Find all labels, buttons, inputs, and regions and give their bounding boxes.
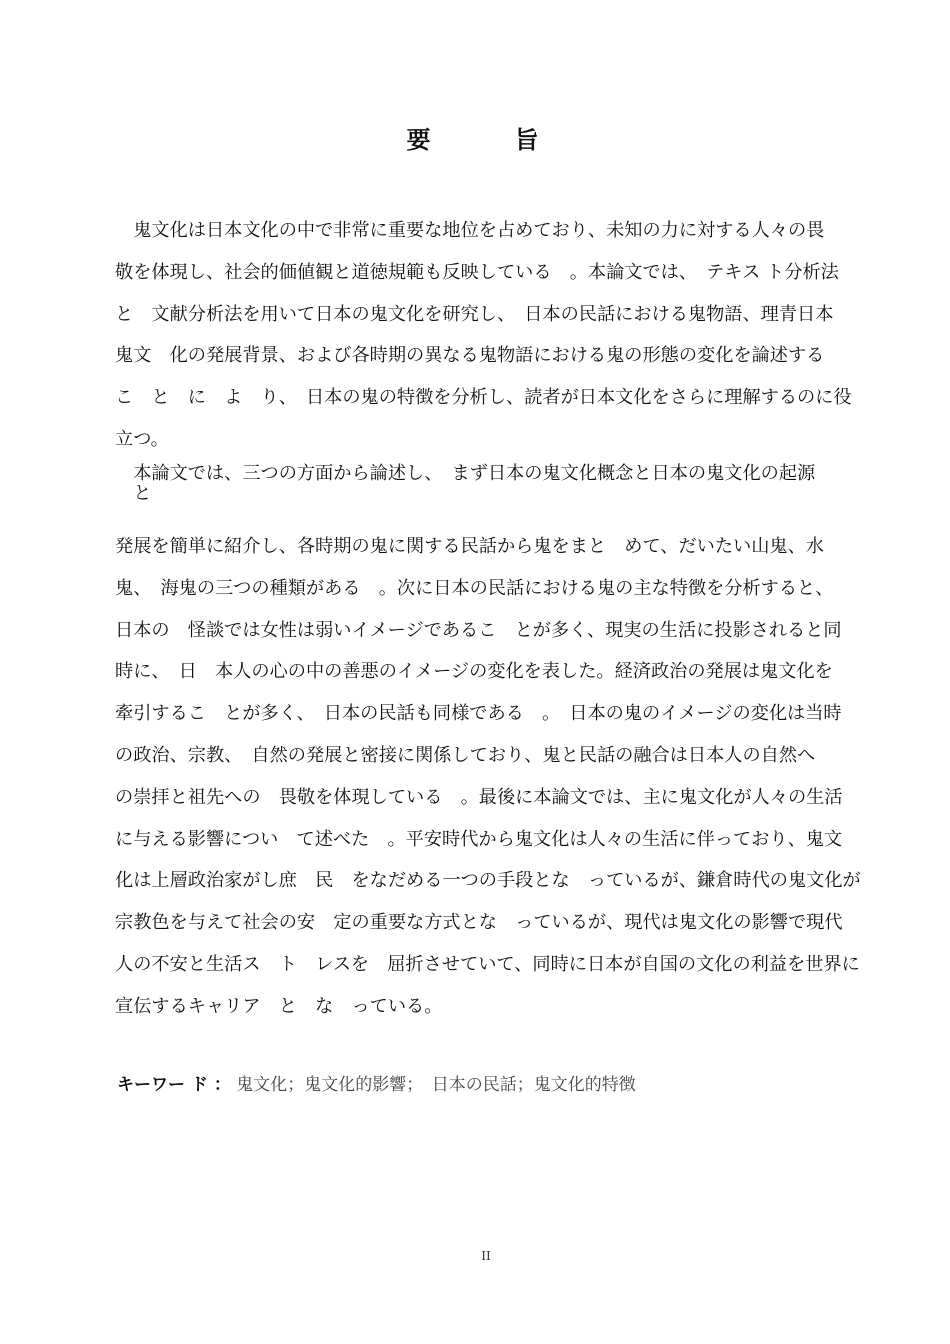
text-line: 本論文では、三つの方面から論述し、 まず日本の鬼文化概念と日本の鬼文化の起源 <box>115 463 816 484</box>
keywords-line <box>117 1070 636 1095</box>
text-line: 宗教色を与えて社会の安 定の重要な方式とな っているが、現代は鬼文化の影響で現代 <box>115 912 843 934</box>
text-line: 発展を簡単に紹介し、各時期の鬼に関する民話から鬼をまと めて、だいたい山鬼、水 <box>115 536 824 557</box>
abstract-paragraph-1 <box>115 210 865 461</box>
text-line: 鬼文 化の発展背景、および各時期の異なる鬼物語における鬼の形態の変化を論述する <box>115 345 825 367</box>
text-line: 鬼文化は日本文化の中で非常に重要な地位を占めており、未知の力に対する人々の畏 <box>115 220 825 241</box>
text-line: に与える影響につい て述べた 。平安時代から鬼文化は人々の生活に伴っており、鬼文 <box>115 828 843 850</box>
text-line: 牽引するこ とが多く、 日本の民話も同様である 。 日本の鬼のイメージの変化は当時 <box>115 703 842 725</box>
abstract-paragraph-3 <box>115 526 865 1028</box>
page-title: 要 旨 <box>406 126 569 154</box>
text-line: の政治、宗教、 自然の発展と密接に関係しており、鬼と民話の融合は日本人の自然へ <box>115 744 816 766</box>
text-line: 時に、 日 本人の心の中の善悪のイメージの変化を表した。経済政治の発展は鬼文化を <box>115 661 833 683</box>
page-number: II <box>481 1249 491 1263</box>
text-line: 人の不安と生活ス ト レスを 屈折させていて、同時に日本が自国の文化の利益を世界に <box>115 953 860 975</box>
text-line: 立つ。 <box>115 428 169 450</box>
text-line: 鬼、 海鬼の三つの種類がある 。次に日本の民話における鬼の主な特徴を分析すると、 <box>115 577 834 599</box>
text-line: 化は上層政治家がし庶 民 をなだめる一つの手段とな っているが、鎌倉時代の鬼文化が <box>115 870 861 892</box>
text-line: こ と に よ り、 日本の鬼の特徴を分析し、読者が日本文化をさらに理解するのに役 <box>115 387 852 409</box>
text-line: 敬を体現し、社会的価値観と道徳規範も反映している 。本論文では、 テキス ト分析法 <box>115 261 839 283</box>
text-line: 宣伝するキャリア と な っている。 <box>115 995 443 1017</box>
keywords-label: キーワー ド ： <box>117 1075 231 1095</box>
abstract-paragraph-2 <box>115 463 865 503</box>
text-line: の崇拝と祖先への 畏敬を体現している 。最後に本論文では、主に鬼文化が人々の生活 <box>115 786 843 808</box>
text-line: と <box>115 483 152 504</box>
text-line: 日本の 怪談では女性は弱いイメージであるこ とが多く、現実の生活に投影されると同 <box>115 619 842 641</box>
text-line: と 文献分析法を用いて日本の鬼文化を研究し、 日本の民話における鬼物語、理青日本 <box>115 303 834 325</box>
keywords-values: 鬼文化；鬼文化的影響； 日本の民話；鬼文化的特徴 <box>236 1075 636 1095</box>
